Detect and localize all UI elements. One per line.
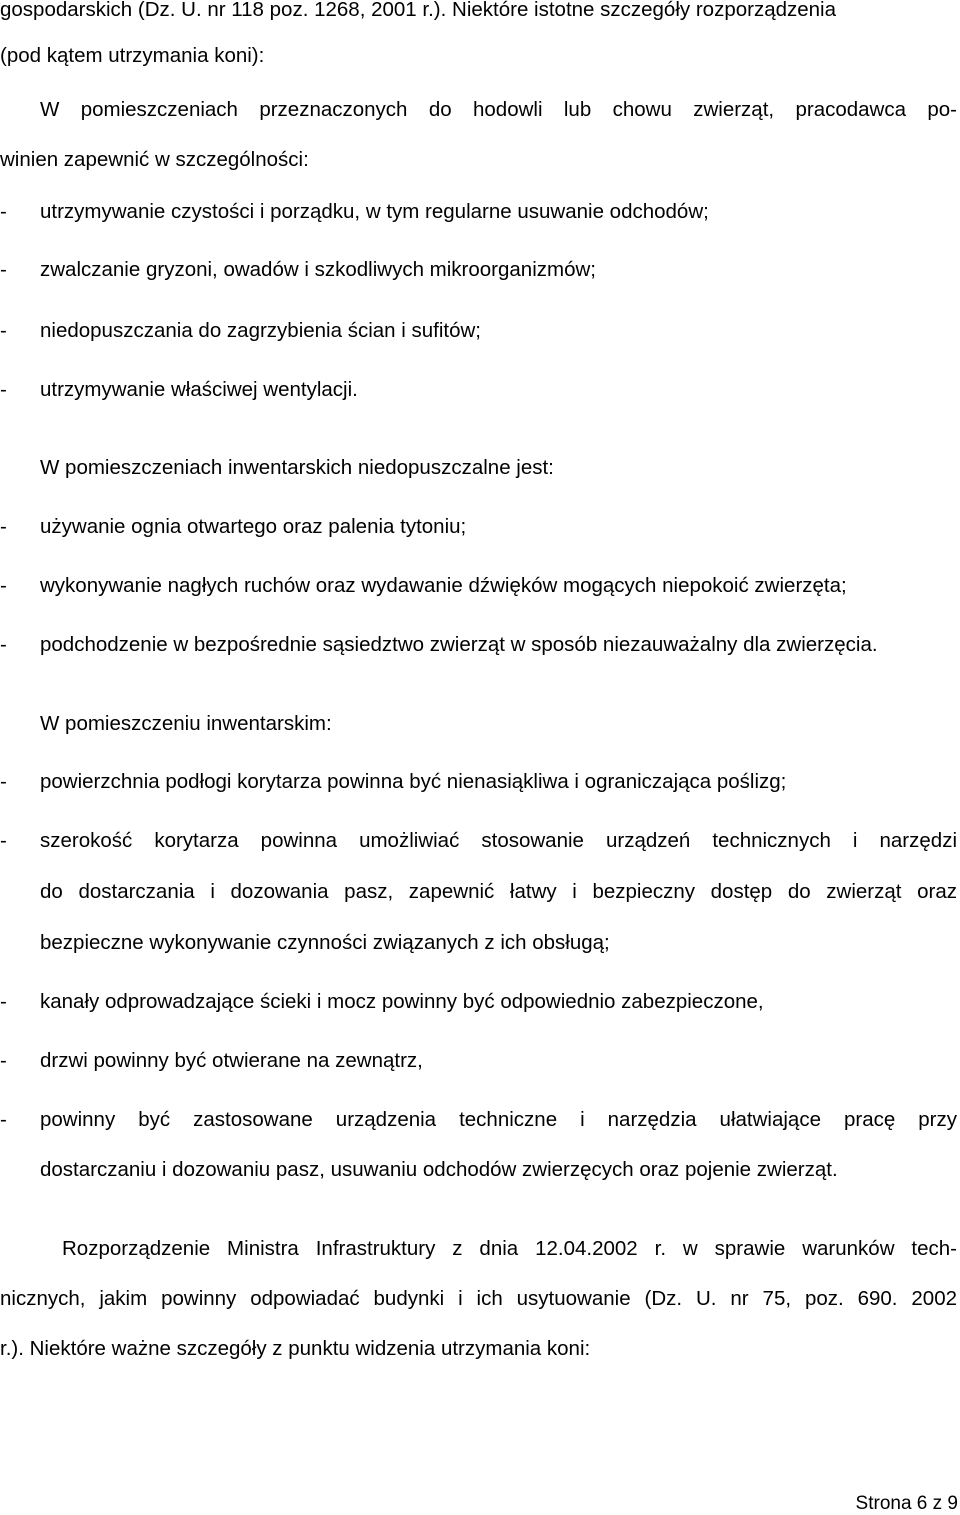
section3-lead: W pomieszczeniu inwentarskim:	[40, 712, 332, 735]
list-dash: -	[0, 515, 7, 538]
list-item-text: podchodzenie w bezpośrednie sąsiedztwo zwierząt w sposób niezauważalny dla zwierzęcia.	[40, 633, 878, 656]
list-item-text-line-3: bezpieczne wykonywanie czynności związanych z ich obsługą;	[40, 931, 610, 954]
list-dash: -	[0, 258, 7, 281]
list-dash: -	[0, 200, 7, 223]
list-item-text: utrzymywanie czystości i porządku, w tym regularne usuwanie odchodów;	[40, 200, 709, 223]
list-item-text: używanie ognia otwartego oraz palenia tytoniu;	[40, 515, 467, 538]
list-dash: -	[0, 990, 7, 1013]
section4-line-3: r.). Niektóre ważne szczegóły z punktu widzenia utrzymania koni:	[0, 1337, 591, 1360]
intro-line-2: (pod kątem utrzymania koni):	[0, 44, 265, 67]
list-item-text: utrzymywanie właściwej wentylacji.	[40, 378, 358, 401]
list-item-text: zwalczanie gryzoni, owadów i szkodliwych mikroorganizmów;	[40, 258, 596, 281]
list-item-text-line-1: szerokość korytarza powinna umożliwiać stosowanie urządzeń technicznych i narzędzi	[40, 829, 957, 852]
section2-lead: W pomieszczeniach inwentarskich niedopuszczalne jest:	[40, 456, 554, 479]
list-dash: -	[0, 1108, 7, 1131]
section1-lead-line-2: winien zapewnić w szczególności:	[0, 148, 309, 171]
page-number: Strona 6 z 9	[855, 1493, 958, 1514]
section4-line-1: Rozporządzenie Ministra Infrastruktury z dnia 12.04.2002 r. w sprawie warunków tech-	[62, 1237, 957, 1260]
section4-line-2: nicznych, jakim powinny odpowiadać budynki i ich usytuowanie (Dz. U. nr 75, poz. 690. 2002	[0, 1287, 957, 1310]
list-dash: -	[0, 1049, 7, 1072]
list-item-text: kanały odprowadzające ścieki i mocz powinny być odpowiednio zabezpieczone,	[40, 990, 764, 1013]
list-item-text: niedopuszczania do zagrzybienia ścian i sufitów;	[40, 319, 482, 342]
list-dash: -	[0, 633, 7, 656]
intro-line-1	[0, 0, 960, 22]
list-item-text-line-2: do dostarczania i dozowania pasz, zapewnić łatwy i bezpieczny dostęp do zwierząt oraz	[40, 880, 957, 903]
list-dash: -	[0, 829, 7, 852]
list-dash: -	[0, 574, 7, 597]
list-item-text-line-1: powinny być zastosowane urządzenia techniczne i narzędzia ułatwiające pracę przy	[40, 1108, 957, 1131]
list-item-text: drzwi powinny być otwierane na zewnątrz,	[40, 1049, 423, 1072]
list-item-text-line-2: dostarczaniu i dozowaniu pasz, usuwaniu odchodów zwierzęcych oraz pojenie zwierząt.	[40, 1158, 838, 1181]
section1-lead-line-1: W pomieszczeniach przeznaczonych do hodowli lub chowu zwierząt, pracodawca po-	[40, 98, 957, 121]
list-dash: -	[0, 378, 7, 401]
list-dash: -	[0, 319, 7, 342]
intro-line-1-cut: gospodarskich (Dz. U. nr 118 poz. 1268, 2001 r.).	[0, 0, 447, 21]
list-item-text: powierzchnia podłogi korytarza powinna być nienasiąkliwa i ograniczająca poślizg;	[40, 770, 787, 793]
list-item-text: wykonywanie nagłych ruchów oraz wydawanie dźwięków mogących niepokoić zwierzęta;	[40, 574, 847, 597]
list-dash: -	[0, 770, 7, 793]
intro-line-1-rest: Niektóre istotne szczegóły rozporządzenia	[446, 0, 837, 21]
